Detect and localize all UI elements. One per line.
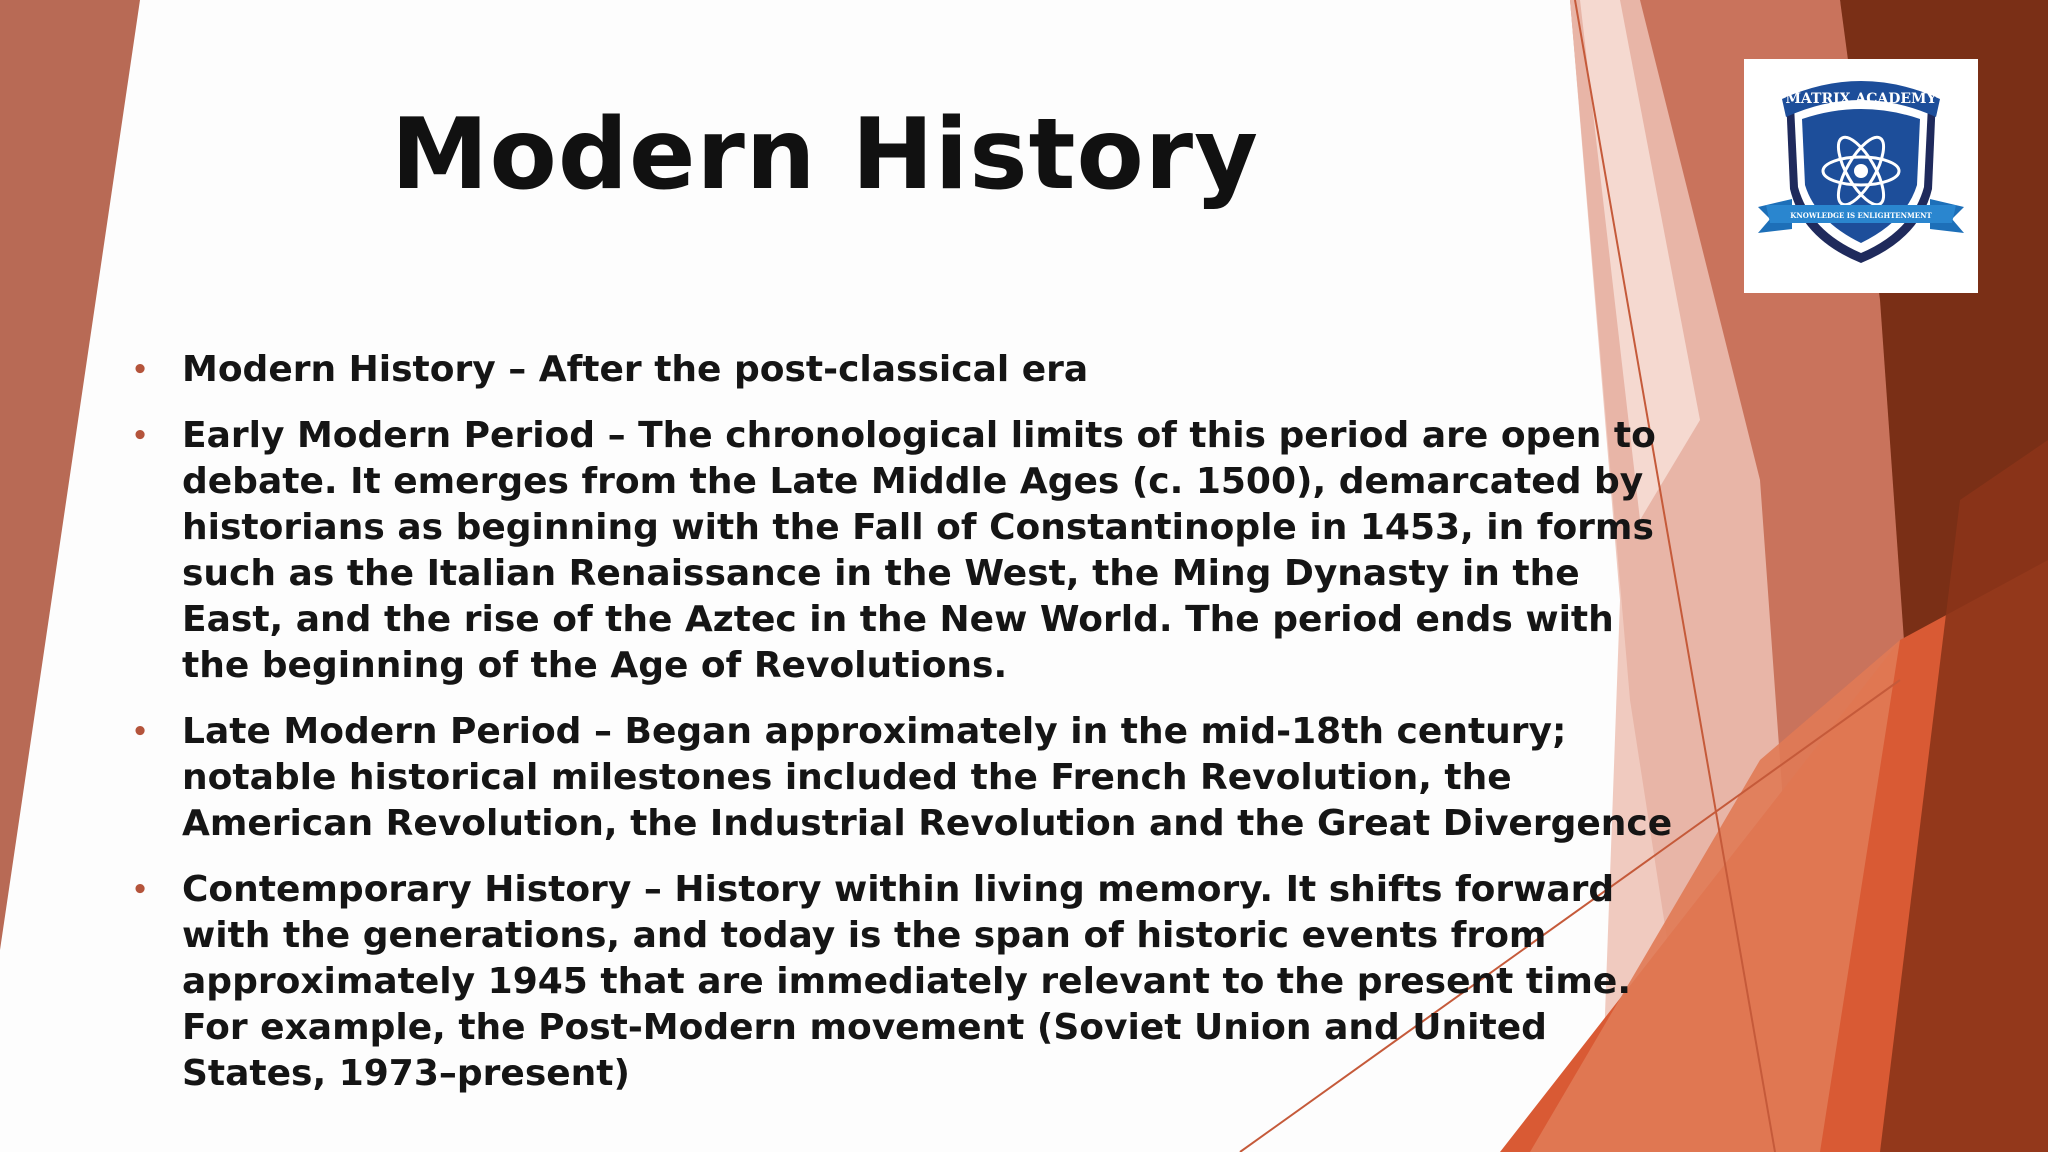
bullet-list bbox=[130, 347, 1690, 1117]
slide-title: Modern History bbox=[390, 98, 1259, 212]
bullet-marker: • bbox=[131, 717, 149, 747]
logo-top-text: MATRIX ACADEMY bbox=[1785, 91, 1937, 107]
matrix-academy-logo bbox=[1744, 59, 1978, 293]
bullet-text: Modern History – After the post-classical era bbox=[182, 349, 1089, 390]
bullet-item bbox=[130, 413, 1690, 689]
bullet-marker: • bbox=[131, 355, 149, 385]
bullet-text: Late Modern Period – Began approximately in the mid-18th century; notable historical milestones included the French Revolution, the American Revolution, the Industrial Revolution and the Great Divergence bbox=[182, 711, 1673, 844]
bullet-item bbox=[130, 867, 1690, 1097]
bullet-marker: • bbox=[131, 421, 149, 451]
bullet-text: Early Modern Period – The chronological limits of this period are open to debate. It emerges from the Late Middle Ages (c. 1500), demarcated by historians as beginning with the Fall of Constantinople in 1453, in forms such as the Italian Renaissance in the West, the Ming Dynasty in the East, and the rise of the Aztec in the New World. The period ends with the beginning of the Age of Revolutions. bbox=[182, 415, 1656, 686]
shield-logo-icon bbox=[1744, 59, 1978, 293]
bullet-marker: • bbox=[131, 875, 149, 905]
bullet-text: Contemporary History – History within living memory. It shifts forward with the generations, and today is the span of historic events from approximately 1945 that are immediately relevant to the present time. For example, the Post-Modern movement (Soviet Union and United States, 1973–present) bbox=[182, 869, 1632, 1094]
logo-bottom-text: KNOWLEDGE IS ENLIGHTENMENT bbox=[1790, 211, 1932, 220]
bullet-item bbox=[130, 709, 1690, 847]
bullet-item bbox=[130, 347, 1690, 393]
